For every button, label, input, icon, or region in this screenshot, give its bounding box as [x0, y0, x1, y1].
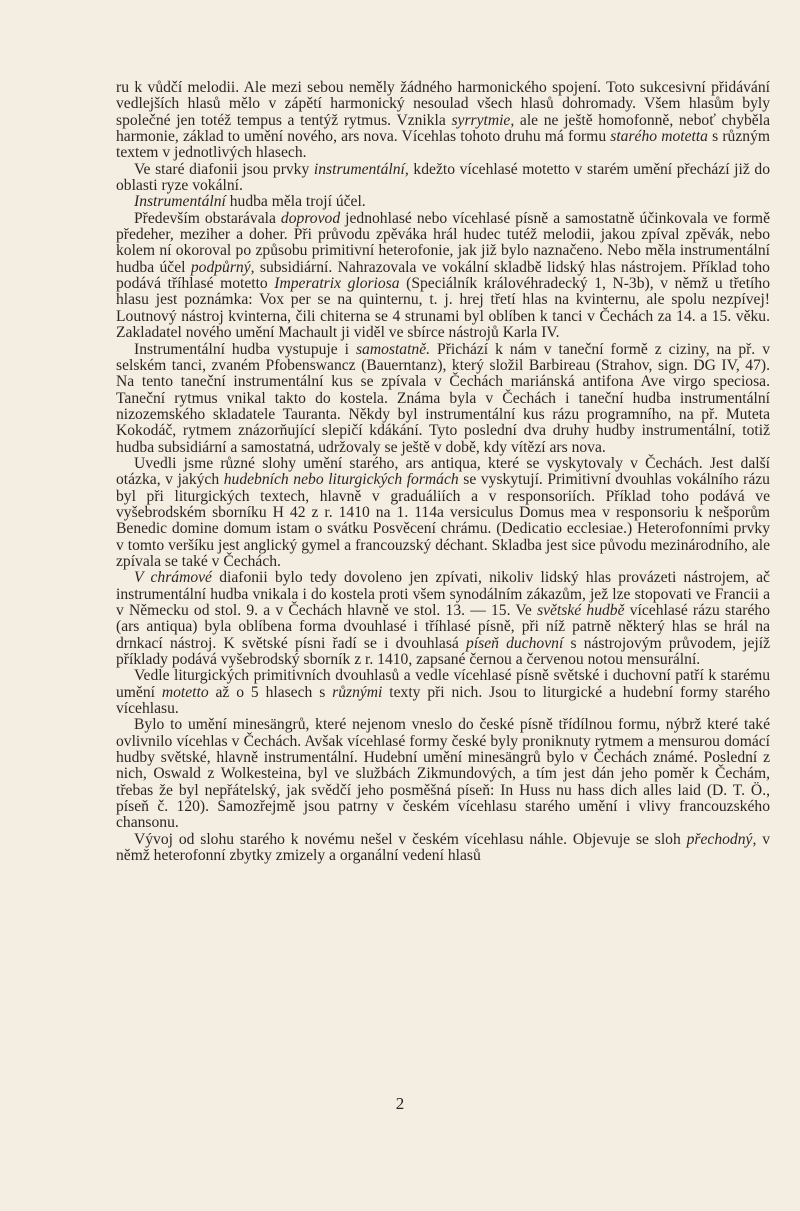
text-run: ale ne ještě homofonně, neboť chyběla harmonie, základ to umění nového, ars nova. Vícehlas tohoto druhu má formu	[116, 111, 770, 146]
text-run: texty při nich. Jsou to liturgické a hudební formy starého vícehlasu.	[116, 683, 770, 718]
text-run: vícehlasé rázu starého (ars antiqua) byla oblíbena forma dvouhlasé i tříhlasé písně, při níž patrně některý hlas se hrál na drnkací nástroj. K světské písni řadí se i dvouhlasá	[116, 602, 770, 652]
text-run: s nástrojovým průvodem, jejíž příklady podává vyšebrodský sborník z r. 1410, zapsané černou a červenou notou mensurální.	[116, 634, 770, 669]
italic-phrase: starého motetta	[610, 128, 708, 146]
text-run: Vývoj od slohu starého k novému nešel v českém vícehlasu náhle. Objevuje se sloh	[134, 830, 687, 848]
body-text	[116, 80, 770, 865]
paragraph	[116, 832, 770, 865]
italic-phrase: podpůrný,	[190, 258, 255, 276]
italic-phrase: Imperatrix gloriosa	[274, 275, 400, 293]
paragraph	[116, 342, 770, 456]
text-run: Ve staré diafonii jsou prvky	[134, 160, 314, 178]
paragraph	[116, 211, 770, 342]
italic-phrase: hudebních nebo liturgických formách	[223, 471, 459, 489]
text-run: až o 5 hlasech s	[208, 683, 333, 701]
text-run: Instrumentální hudba vystupuje i	[134, 340, 356, 358]
paragraph	[116, 80, 770, 162]
italic-phrase: různými	[332, 683, 383, 701]
italic-phrase: V chrámové	[134, 569, 212, 587]
italic-phrase: instrumentální,	[313, 160, 409, 178]
italic-phrase: píseň duchovní	[466, 634, 564, 652]
text-run: subsidiární. Nahrazovala ve vokální skladbě lidský hlas nástrojem. Příklad toho podává tříhlasé motetto	[116, 258, 770, 293]
paragraph	[116, 194, 770, 210]
text-run: (Speciálník královéhradecký 1, N-3b), v němž u třetího hlasu jest poznámka: Vox per se na quinternu, t. j. hrej třetí hlas na kvinternu, ale spolu nezpívej! Loutnový nástroj kvinterna, čili chiterna se 4 strunami byl oblíben k tanci v Čechách za 14. a 15. věku. Zakladatel nového umění Machault ji viděl ve sbírce nástrojů Karla IV.	[116, 275, 770, 342]
text-run: Především obstarávala	[134, 209, 281, 227]
text-run: jednohlasé nebo vícehlasé písně a samostatně účinkovala ve formě předeher, meziher a doher. Při průvodu zpěváka hrál hudec tutéž melodii, jakou zpíval zpěvák, nebo kolem ní okoroval po způsobu primitivní heterofonie, jak již bylo naznačeno. Nebo měla instrumentální hudba účel	[116, 209, 770, 276]
paragraph	[116, 717, 770, 831]
text-run: s různým textem v jednotlivých hlasech.	[116, 128, 770, 162]
text-run: Uvedli jsme různé slohy umění starého, ars antiqua, které se vyskytovaly v Čechách. Jest další otázka, v jakých	[116, 454, 770, 489]
italic-phrase: syrrytmie,	[451, 111, 515, 129]
text-run: Vedle liturgických primitivních dvouhlasů a vedle vícehlasé písně světské i duchovní patří k starému umění	[116, 667, 770, 701]
text-run: v němž heterofonní zbytky zmizely a organální vedení hlasů	[116, 830, 770, 865]
italic-phrase: doprovod	[280, 209, 341, 227]
paragraph	[116, 456, 770, 570]
italic-phrase: přechodný,	[686, 830, 757, 848]
italic-phrase: Instrumentální	[134, 193, 226, 211]
italic-phrase: samostatně.	[355, 340, 431, 358]
paragraph	[116, 570, 770, 668]
text-run: hudba měla trojí účel.	[225, 193, 366, 211]
text-run: Bylo to umění minesängrů, které nejenom vneslo do české písně třídílnou formu, nýbrž které také ovlivnilo vícehlas v Čechách. Avšak vícehlasé formy české byly proniknuty rytmem a mensurou domácí hudby světské, hlavně instrumentální. Hudební umění minesängrů bylo v Čechách známé. Poslední z nich, Oswald z Wolkesteina, byl ve službách Zikmundových, a tím jest dán jeho poměr k Čechám, třebas že byl nepřátelský, jak svědčí jeho posměšná píseň: In Huss nu hass dich alles laid (D. T. Ö., píseň č. 120). Samozřejmě jsou patrny v českém vícehlasu starého umění i vlivy francouzského chansonu.	[116, 716, 770, 832]
italic-phrase: motetto	[161, 683, 209, 701]
text-run: ru k vůdčí melodii. Ale mezi sebou neměly žádného harmonického spojení. Toto sukcesivní přidávání vedlejších hlasů mělo v zápětí harmonický nesoulad všech hlasů dohromady. Všem hlasům byly společné jen totéž tempus a tentýž rytmus. Vznikla	[116, 79, 770, 129]
paragraph	[116, 668, 770, 717]
paragraph	[116, 162, 770, 195]
text-run: se vyskytují. Primitivní dvouhlas vokálního rázu byl při liturgických textech, hlavně v graduáliích a v responsoriích. Příklad toho podává ve vyšebrodském sborníku H 42 z r. 1410 na 1. 114a versiculus Domus mea v responsoriu k nešporům Benedic domine domum istam o svátku Posvěcení chrámu. (Dedicatio ecclesiae.) Heterofonními prvky v tomto veršíku jest anglický gymel a francouzský déchant. Skladba jest sice původu mezinárodního, ale zpívala se také v Čechách.	[116, 471, 770, 570]
italic-phrase: světské hudbě	[537, 602, 625, 619]
page-number: 2	[395, 1094, 405, 1113]
text-run: Přichází k nám v taneční formě z ciziny, na př. v selském tanci, zvaném Pfobenswancz (Bauerntanz), který složil Barbireau (Strahov, sign. DG IV, 47). Na tento taneční instrumentální kus se zpívala v Čechách mariánská antifona Ave virgo speciosa. Taneční rytmus vnikal takto do kostela. Známa byla v Čechách i taneční hudba instrumentální nizozemského skladatele Tauranta. Někdy byl instrumentální kus rázu programního, na př. Muteta Kokodáč, rytmem znázorňující slepičí kdákání. Tyto poslední dva druhy hudby instrumentální, totiž hudba subsidiární a samostatná, udržovaly se ještě v době, kdy vítězí ars nova.	[116, 340, 770, 456]
text-run: diafonii bylo tedy dovoleno jen zpívati, nikoliv lidský hlas provázeti nástrojem, ač instrumentální hudba vnikala i do kostela proti všem synodálním zákazům, jež lze stopovati ve Francii a v Německu od stol. 9. a v Čechách hlavně ve stol. 13. — 15. Ve	[116, 569, 770, 619]
text-run: kdežto vícehlasé motetto v starém umění přechází již do oblasti ryze vokální.	[116, 160, 770, 195]
